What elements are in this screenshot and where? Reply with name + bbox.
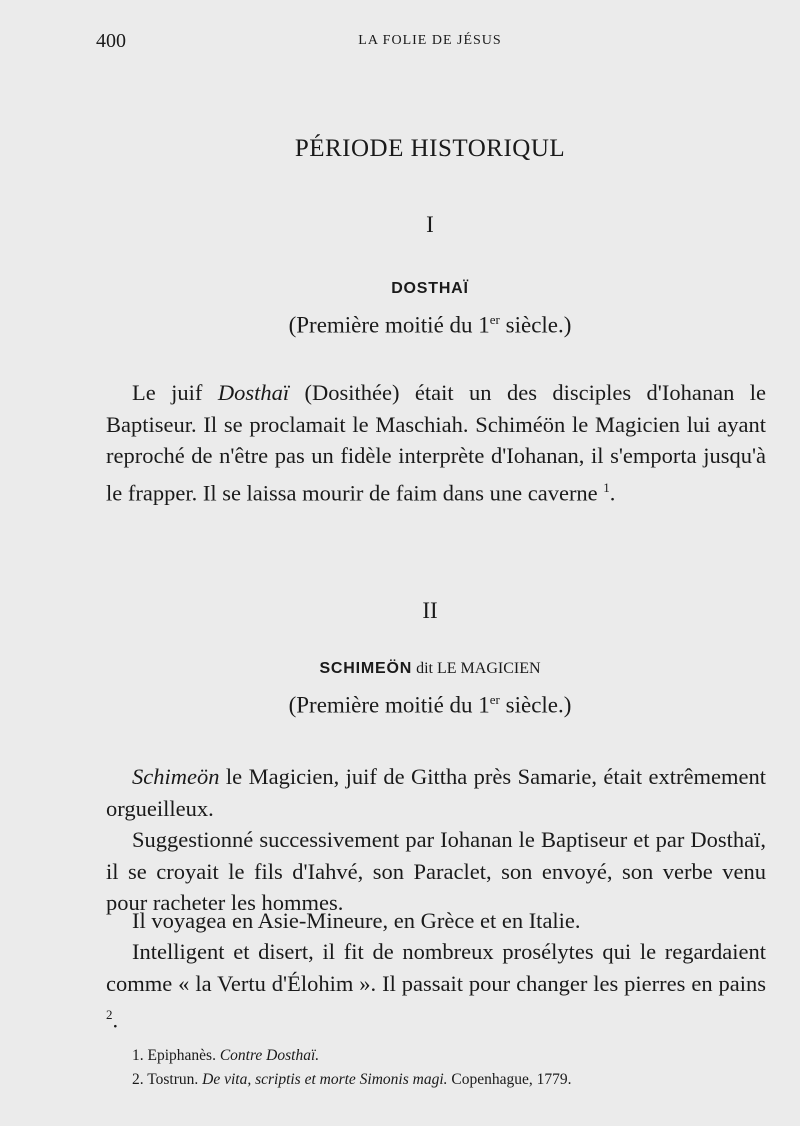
section-heading-1-text: DOSTHAÏ	[391, 280, 469, 297]
footnote-ref-1: 1	[603, 479, 610, 495]
section-heading-2-caps: SCHIMEÖN	[319, 660, 413, 677]
s1-text-end: .	[609, 480, 616, 505]
s1-name-italic: Dosthaï	[217, 380, 290, 405]
footnote-2	[132, 1068, 572, 1092]
dating-2-pre: (Première moitié du	[288, 692, 479, 718]
s2-p1-text: le Magicien, juif de Gittha près Samarie, était extrêmement orgueilleux.	[106, 764, 766, 821]
footnote-2-title: De vita, scriptis et morte Simonis magi.	[202, 1071, 448, 1088]
dating-1-post: siècle.)	[499, 312, 572, 338]
footnote-2-place: Copenhague, 1779.	[451, 1071, 572, 1088]
footnote-ref-2: 2	[106, 1007, 113, 1022]
section2-paragraph-3: Il voyagea en Asie-Mineure, en Grèce et en Italie.	[132, 908, 581, 933]
running-title: LA FOLIE DE JÉSUS	[358, 33, 502, 48]
dating-1-num: 1	[478, 312, 490, 338]
dating-1-sup: er	[489, 312, 500, 327]
section-heading-1	[0, 280, 800, 298]
section2-paragraph-2: Suggestionné successivement par Iohanan le Baptiseur et par Dosthaï, il se croyait le fils d'Iahvé, son Paraclet, son envoyé, son verbe venu pour racheter les hommes.	[106, 827, 766, 915]
s1-text-pre: Le juif	[132, 380, 218, 405]
dating-1-pre: (Première moitié du	[288, 312, 479, 338]
s2-p4-end: .	[112, 1007, 119, 1033]
page-number: 400	[96, 30, 126, 52]
section-heading-2-rest: dit LE MAGICIEN	[412, 660, 541, 677]
dating-2-num: 1	[478, 692, 490, 718]
dating-2-post: siècle.)	[499, 692, 572, 718]
section1-paragraph	[106, 377, 766, 509]
footnote-1-title: Contre Dosthaï.	[219, 1047, 320, 1064]
s2-name-italic: Schimeön	[132, 764, 220, 789]
footnote-1-author: Epiphanès.	[147, 1047, 216, 1064]
section-numeral-2: II	[422, 598, 438, 623]
period-title: PÉRIODE HISTORIQUL	[294, 135, 566, 162]
section-heading-2	[0, 660, 800, 678]
s2-p4-text: Intelligent et disert, il fit de nombreux prosélytes qui le regardaient comme « la Vertu d'Élohim ». Il passait pour changer les pierres en pains	[106, 939, 766, 996]
footnote-1	[132, 1044, 572, 1068]
section2-paragraph-1	[106, 761, 766, 824]
footnotes	[132, 1044, 572, 1092]
footnote-2-author: Tostrun.	[147, 1071, 199, 1088]
section-dating-2	[0, 692, 800, 719]
section2-paragraph-4	[106, 936, 766, 1036]
footnote-1-number: 1.	[132, 1047, 144, 1064]
dating-2-sup: er	[489, 692, 500, 707]
s1-text-body: (Dosithée) était un des disciples d'Iohanan le Baptiseur. Il se proclamait le Maschiah. Schiméön le Magicien lui ayant reproché de n'être pas un fidèle interprète d'Iohanan, il s'emporta jusqu'à le frapper. Il se laissa mourir de faim dans une caverne	[106, 380, 766, 505]
section-dating-1	[0, 312, 800, 339]
footnote-2-number: 2.	[132, 1071, 144, 1088]
section-numeral-1: I	[426, 212, 434, 237]
